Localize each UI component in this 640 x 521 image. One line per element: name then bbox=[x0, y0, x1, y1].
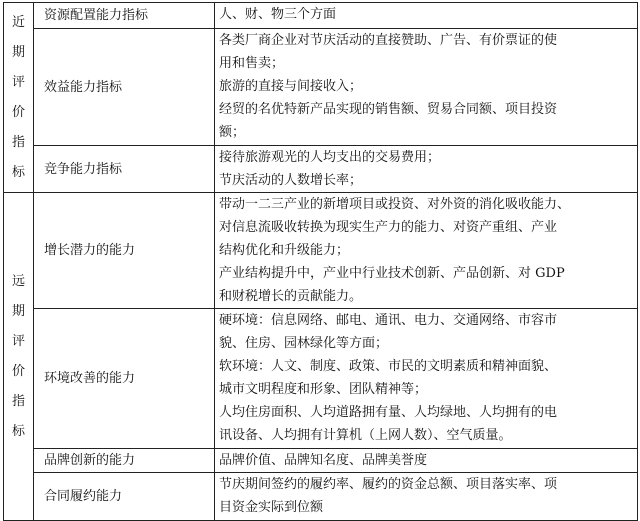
description-line: 和财税增长的贡献能力。 bbox=[219, 289, 363, 304]
description-line: 对信息流吸收转换为现实生产力的能力、对资产重组、产业 bbox=[219, 220, 558, 235]
group-label-char: 价 bbox=[11, 104, 25, 120]
description-line: 节庆活动的人数增长率； bbox=[219, 173, 363, 188]
description-line: 用和售卖； bbox=[219, 56, 285, 71]
description-line: 节庆期间签约的履约率、履约的资金总额、项目落实率、项 bbox=[219, 477, 558, 492]
description-cell bbox=[215, 146, 638, 193]
description-line: 目资金实际到位额 bbox=[219, 500, 324, 515]
long-term-group-label bbox=[4, 193, 34, 521]
description-line: 产业结构提升中，产业中行业技术创新、产品创新、对 GDP bbox=[219, 266, 565, 281]
description-line: 带动一二三产业的新增项目或投资、对外资的消化吸收能力、 bbox=[219, 197, 571, 212]
description-cell bbox=[215, 193, 638, 309]
group-label-char: 价 bbox=[11, 363, 25, 379]
group-label-char: 期 bbox=[11, 44, 25, 60]
table-row bbox=[4, 146, 638, 193]
indicator-cell: 品牌创新的能力 bbox=[34, 449, 215, 473]
description-line: 软环境：人文、制度、政策、市民的文明素质和精神面貌、 bbox=[219, 359, 558, 374]
description-line: 貌、住房、园林绿化等方面； bbox=[219, 336, 389, 351]
description-line: 接待旅游观光的人均支出的交易费用； bbox=[219, 150, 441, 165]
description-line: 额； bbox=[219, 125, 246, 140]
description-cell bbox=[215, 3, 638, 29]
group-label-char: 评 bbox=[11, 333, 25, 349]
description-line: 各类厂商企业对节庆活动的直接赞助、广告、有价票证的使 bbox=[219, 33, 558, 48]
description-line: 旅游的直接与间接收入； bbox=[219, 79, 363, 94]
table-row bbox=[4, 193, 638, 309]
table-row bbox=[4, 309, 638, 449]
group-label-char: 期 bbox=[11, 303, 25, 319]
table-row bbox=[4, 3, 638, 29]
description-cell bbox=[215, 449, 638, 473]
description-line: 人、财、物三个方面 bbox=[219, 7, 337, 22]
group-label-char: 远 bbox=[11, 273, 25, 289]
description-line: 经贸的名优特新产品实现的销售额、贸易合同额、项目投资 bbox=[219, 102, 558, 117]
group-label-char: 评 bbox=[11, 74, 25, 90]
indicator-cell: 竞争能力指标 bbox=[34, 146, 215, 193]
indicator-cell: 效益能力指标 bbox=[34, 29, 215, 146]
table-row bbox=[4, 473, 638, 521]
group-label-char: 近 bbox=[11, 14, 25, 30]
description-cell bbox=[215, 309, 638, 449]
description-line: 品牌价值、品牌知名度、品牌美誉度 bbox=[219, 453, 428, 468]
description-line: 硬环境：信息网络、邮电、通讯、电力、交通网络、市容市 bbox=[219, 313, 558, 328]
evaluation-indicator-table bbox=[3, 2, 638, 521]
table-row bbox=[4, 29, 638, 146]
description-line: 城市文明程度和形象、团队精神等； bbox=[219, 382, 428, 397]
indicator-cell: 增长潜力的能力 bbox=[34, 193, 215, 309]
description-line: 结构优化和升级能力； bbox=[219, 243, 350, 258]
description-line: 讯设备、人均拥有计算机（上网人数）、空气质量。 bbox=[219, 428, 512, 443]
description-line: 人均住房面积、人均道路拥有量、人均绿地、人均拥有的电 bbox=[219, 405, 558, 420]
description-cell bbox=[215, 473, 638, 521]
indicator-cell: 资源配置能力指标 bbox=[34, 3, 215, 29]
indicator-cell: 合同履约能力 bbox=[34, 473, 215, 521]
group-label-char: 标 bbox=[11, 164, 25, 180]
group-label-char: 指 bbox=[11, 134, 25, 150]
description-cell bbox=[215, 29, 638, 146]
near-term-group-label bbox=[4, 3, 34, 193]
group-label-char: 标 bbox=[11, 423, 25, 439]
indicator-cell: 环境改善的能力 bbox=[34, 309, 215, 449]
table-row bbox=[4, 449, 638, 473]
group-label-char: 指 bbox=[11, 393, 25, 409]
